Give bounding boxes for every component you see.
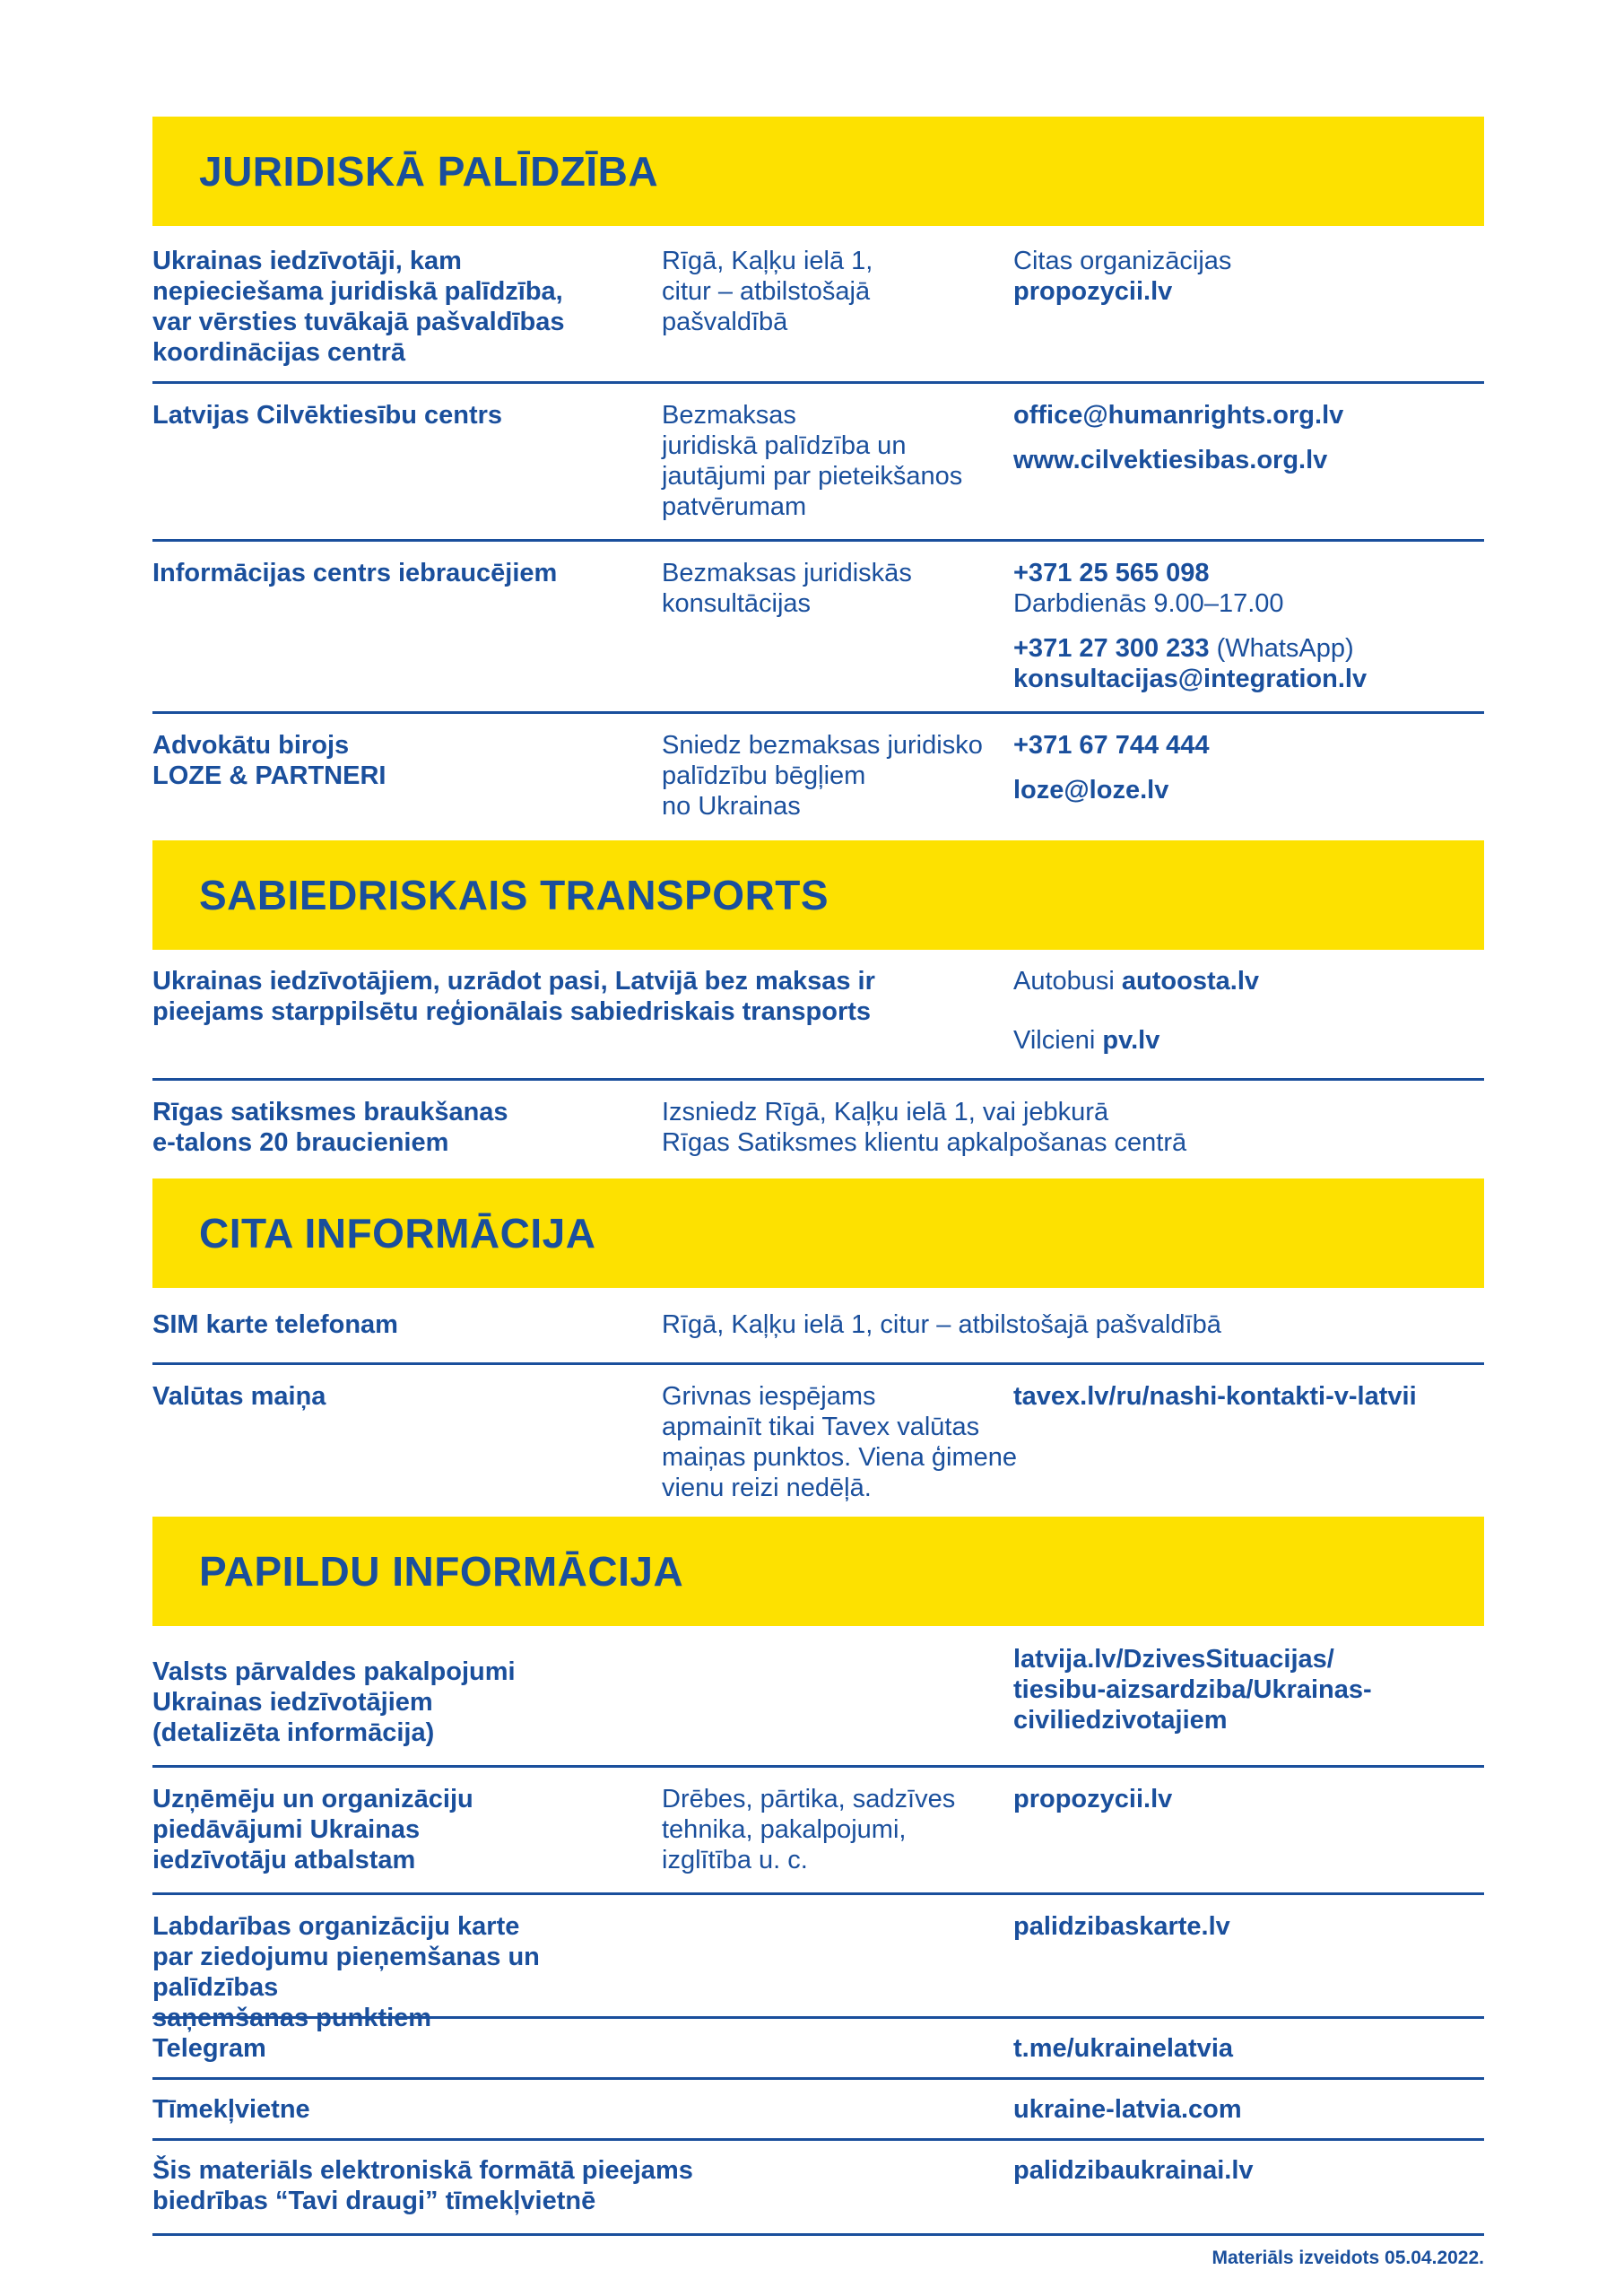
email-link[interactable]: konsultacijas@integration.lv <box>1013 665 1368 693</box>
email-link[interactable]: loze@loze.lv <box>1013 776 1169 804</box>
row-contact <box>1013 1381 1484 1412</box>
row-label: Latvijas Cilvēktiesību centrs <box>152 401 503 430</box>
table-row <box>152 1768 1484 1895</box>
info-page <box>152 117 1484 2236</box>
row-label: Telegram <box>152 2034 266 2063</box>
train-link[interactable]: pv.lv <box>1102 1026 1160 1055</box>
row-description: Bezmaksas juridiskās konsultācijas <box>662 559 912 618</box>
row-description: Izsniedz Rīgā, Kaļķu ielā 1, vai jebkurā Rīgas Satiksmes klientu apkalpošanas centrā <box>662 1098 1187 1157</box>
table-row <box>152 384 1484 542</box>
row-description: Rīgā, Kaļķu ielā 1, citur – atbilstošajā pašvaldībā <box>662 1310 1221 1339</box>
website-link[interactable]: palidzibaukrainai.lv <box>1013 2156 1254 2185</box>
contact-link[interactable]: propozycii.lv <box>1013 277 1173 306</box>
section-title-transport: SABIEDRISKAIS TRANSPORTS <box>152 840 1484 950</box>
creation-date-note: Materiāls izveidots 05.04.2022. <box>1211 2248 1484 2268</box>
row-contact <box>1013 558 1484 694</box>
table-row <box>152 714 1484 840</box>
whatsapp-phone-link[interactable]: +371 27 300 233 <box>1013 634 1210 663</box>
row-label: Ukrainas iedzīvotājiem, uzrādot pasi, Latvijā bez maksas ir pieejams starppilsētu reģionālais sabiedriskais transports <box>152 967 875 1026</box>
section-title-other: CITA INFORMĀCIJA <box>152 1178 1484 1288</box>
row-label: Ukrainas iedzīvotāji, kam nepieciešama juridiskā palīdzība, var vērsties tuvākajā pašvaldības koordinācijas centrā <box>152 247 565 367</box>
row-label: Valsts pārvaldes pakalpojumi Ukrainas iedzīvotājiem (detalizēta informācija) <box>152 1657 516 1747</box>
row-description: Rīgā, Kaļķu ielā 1, citur – atbilstošajā pašvaldībā <box>662 247 873 336</box>
row-label: Informācijas centrs iebraucējiem <box>152 559 558 587</box>
row-description: Grivnas iespējams apmainīt tikai Tavex valūtas maiņas punktos. Viena ģimene vienu reizi nedēļā. <box>662 1382 1018 1502</box>
contact-prefix: Citas organizācijas <box>1013 247 1232 275</box>
row-contact <box>1013 400 1484 475</box>
working-hours: Darbdienās 9.00–17.00 <box>1013 589 1284 618</box>
row-label: Tīmekļvietne <box>152 2095 310 2124</box>
table-row <box>152 1288 1484 1365</box>
table-row <box>152 226 1484 384</box>
row-contact <box>1013 730 1484 805</box>
phone-link[interactable]: +371 67 744 444 <box>1013 731 1210 760</box>
row-label: Uzņēmēju un organizāciju piedāvājumi Ukrainas iedzīvotāju atbalstam <box>152 1785 473 1874</box>
website-link[interactable]: www.cilvektiesibas.org.lv <box>1013 446 1328 474</box>
row-label: SIM karte telefonam <box>152 1310 398 1339</box>
whatsapp-note: (WhatsApp) <box>1216 634 1354 663</box>
bus-label: Autobusi <box>1013 967 1115 996</box>
telegram-link[interactable]: t.me/ukrainelatvia <box>1013 2034 1233 2063</box>
website-link[interactable]: ukraine-latvia.com <box>1013 2095 1242 2124</box>
website-link[interactable]: propozycii.lv <box>1013 1785 1173 1813</box>
section-title-legal: JURIDISKĀ PALĪDZĪBA <box>152 117 1484 226</box>
table-row <box>152 1365 1484 1517</box>
table-row <box>152 2019 1484 2080</box>
row-description: Drēbes, pārtika, sadzīves tehnika, pakalpojumi, izglītība u. c. <box>662 1785 956 1874</box>
train-label: Vilcieni <box>1013 1026 1096 1055</box>
row-contact <box>1013 246 1484 307</box>
phone-link[interactable]: +371 25 565 098 <box>1013 559 1210 587</box>
table-row <box>152 1895 1484 2032</box>
row-contact: latvija.lv/DzivesSituacijas/ tiesibu-aizsardziba/Ukrainas- civiliedzivotajiem <box>1013 1644 1484 1735</box>
table-row <box>152 2080 1484 2141</box>
email-link[interactable]: office@humanrights.org.lv <box>1013 401 1344 430</box>
row-label: Šis materiāls elektroniskā formātā pieejams biedrības “Tavi draugi” tīmekļvietnē <box>152 2156 693 2215</box>
table-row <box>152 542 1484 714</box>
row-label: Labdarības organizāciju karte par ziedojumu pieņemšanas un palīdzības saņemšanas punktiem <box>152 1912 540 2032</box>
table-row <box>152 1626 1484 1768</box>
row-description: Sniedz bezmaksas juridisko palīdzību bēgļiem no Ukrainas <box>662 731 983 821</box>
table-row <box>152 950 1484 1081</box>
row-contact <box>1013 1911 1484 1942</box>
section-title-extra: PAPILDU INFORMĀCIJA <box>152 1517 1484 1626</box>
row-label: Valūtas maiņa <box>152 1382 326 1411</box>
row-label: Advokātu birojs LOZE & PARTNERI <box>152 731 386 790</box>
row-description: Bezmaksas juridiskā palīdzība un jautājumi par pieteikšanos patvērumam <box>662 401 963 521</box>
bus-link[interactable]: autoosta.lv <box>1121 967 1260 996</box>
row-label: Rīgas satiksmes braukšanas e-talons 20 braucieniem <box>152 1098 508 1157</box>
row-contact <box>1013 1784 1484 1814</box>
table-row <box>152 1081 1484 1178</box>
website-link[interactable]: latvija.lv/DzivesSituacijas/ <box>1013 1645 1334 1674</box>
website-link[interactable]: palidzibaskarte.lv <box>1013 1912 1230 1941</box>
table-row <box>152 2141 1484 2236</box>
website-link[interactable]: tavex.lv/ru/nashi-kontakti-v-latvii <box>1013 1382 1417 1411</box>
row-contact <box>1013 966 1484 1056</box>
